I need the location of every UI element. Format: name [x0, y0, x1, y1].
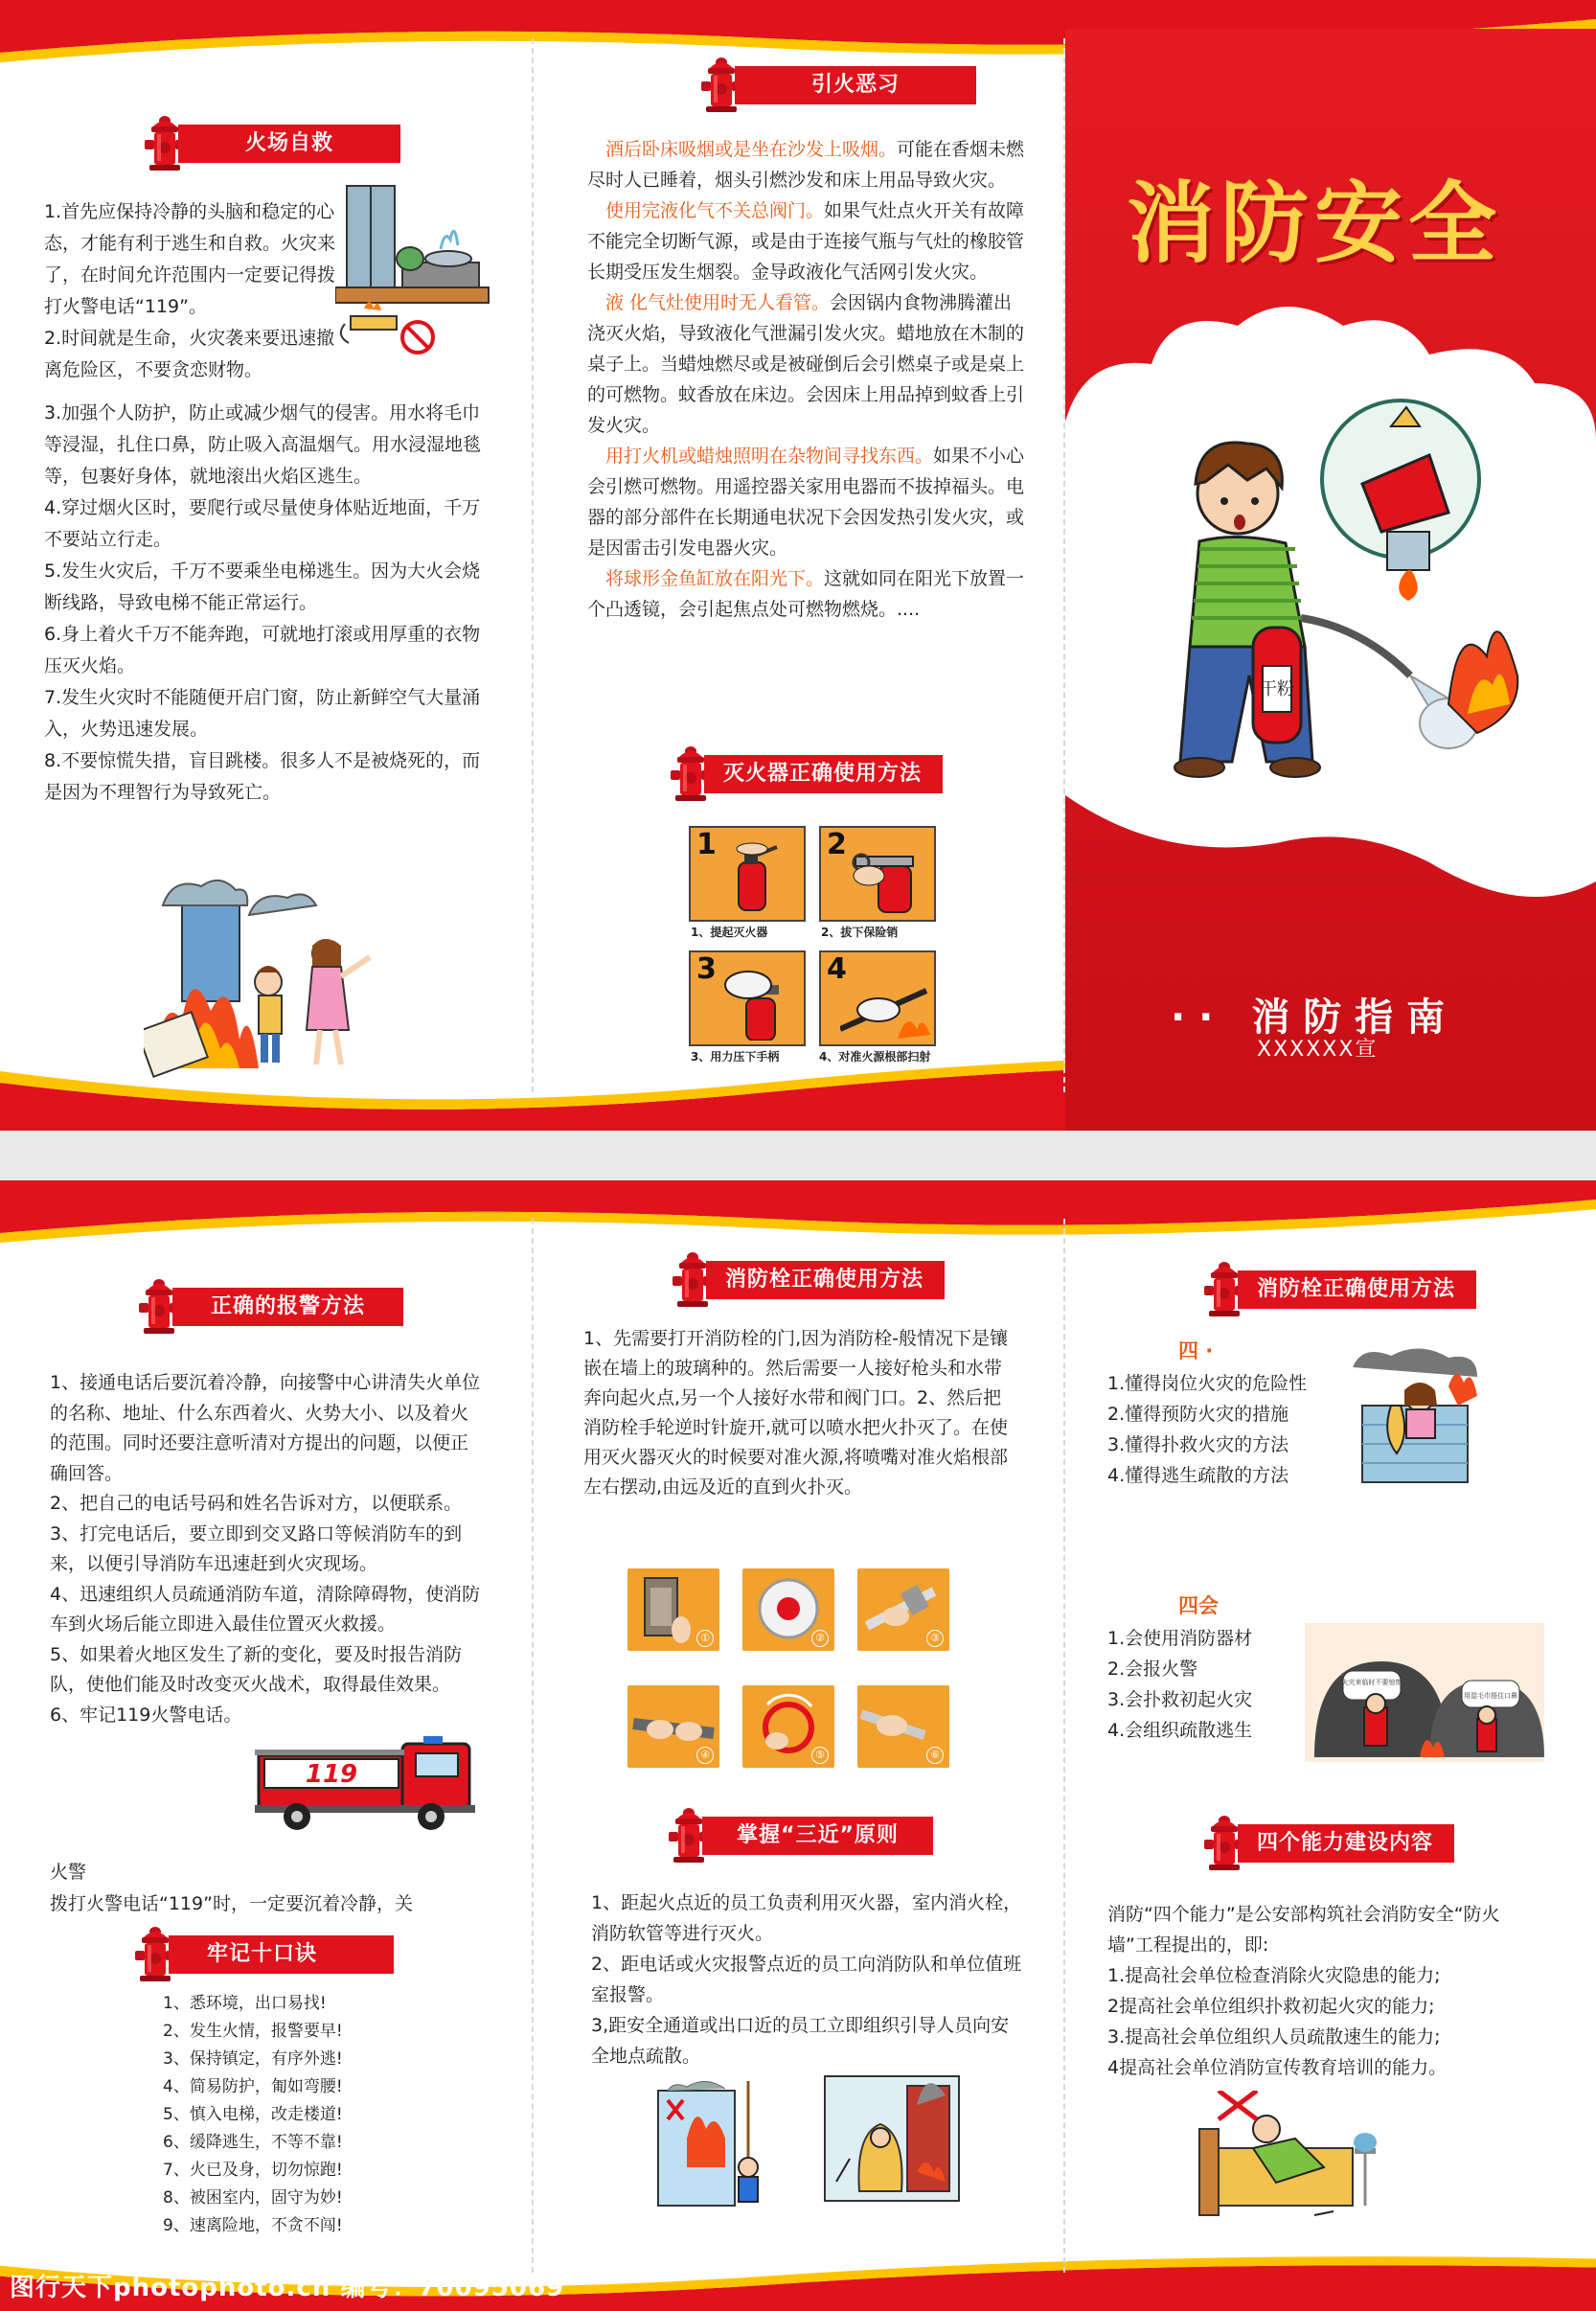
extinguisher-steps — [689, 826, 947, 1075]
paragraph: 8.不要惊慌失措，盲目跳楼。很多人不是被烧死的，而是因为不理智行为导致死亡。 — [44, 750, 481, 803]
person-smoking-in-bed-illustration — [1190, 2091, 1381, 2225]
speech-bubble-text: 火灾来临时不要惊慌 — [1341, 1679, 1402, 1686]
paragraph: 7.发生火灾时不能随便开启门窗，防止新鲜空气大量涌入，火势迅速发展。 — [44, 687, 481, 740]
boy-using-extinguisher-illustration — [1142, 388, 1525, 790]
panel-four-abilities — [1065, 1180, 1596, 2311]
text-block — [591, 1888, 1027, 2071]
section-title-text: 掌握“三近”原则 — [702, 1817, 933, 1855]
highlight: 液 化气灶使用时无人看管。 — [605, 292, 831, 313]
rope-escape-illustration — [649, 2081, 792, 2215]
section-title-hydrant-usage-2 — [1199, 1267, 1544, 1311]
watermark: 图行天下photophoto.cn 编号：70095069 — [10, 2274, 565, 2302]
step-panel — [819, 826, 936, 922]
hydrant-step-tile — [742, 1685, 834, 1768]
paragraph: 6.身上着火千万不能奔跑，可就地打滚或用厚重的衣物压灭火焰。 — [44, 624, 481, 676]
tile-number: ⑤ — [811, 1747, 829, 1764]
text-block — [44, 196, 346, 386]
paragraph-text: 可能在香烟未燃尽时人已睡着，烟头引燃沙发和床上用品导致火灾。 — [587, 139, 1025, 191]
section-title-hydrant-usage — [668, 1257, 1013, 1301]
section-title-self-rescue — [140, 121, 427, 165]
speech-bubble-text: 用湿毛巾捂住口鼻 — [1464, 1692, 1517, 1700]
brochure-inner-side — [0, 1180, 1596, 2311]
section-title-text: 正确的报警方法 — [172, 1288, 403, 1326]
paragraph-text: 会因锅内食物沸腾灌出浇灭火焰，导致液化气泄漏引发火灾。蜡地放在木制的桌子上。当蜡烛燃尽或是被碰倒后会引燃桌子或是桌上的可燃物。蚊香放在床边。会因床上用品掉到蚊香上引发火灾。 — [587, 292, 1025, 436]
section-title-bad-habits — [696, 62, 984, 106]
section-title-text: 消防栓正确使用方法 — [706, 1261, 945, 1299]
panel-alarm-method — [0, 1180, 532, 2311]
paragraph: 1、先需要打开消防栓的门,因为消防栓-般情况下是镶嵌在墙上的玻璃种的。然后需要一人接好枪头和水带奔向起火点,另一个人接好水带和阀门口。2、然后把消防栓手轮逆时针旋开,就可以喷水把火扑灭了。在使用灭火器灭火的时候要对准火源,将喷嘴对准火焰根部左右摆动,由远及近的直到火扑灭。 — [583, 1328, 1009, 1498]
paragraph: 3,距安全通道或出口近的员工立即组织引导人员向安全地点疏散。 — [591, 2015, 1010, 2067]
fire-truck-illustration — [255, 1736, 485, 1832]
step-panel — [819, 950, 936, 1046]
brochure-outer-side — [0, 0, 1596, 1131]
paragraph: 2、把自己的电话号码和姓名告诉对方，以便联系。 — [50, 1493, 463, 1514]
press-handle-icon — [714, 964, 790, 1041]
four-can-heading: 四会 — [1178, 1594, 1219, 1617]
step-panel — [689, 826, 806, 922]
paragraph — [587, 563, 1028, 625]
list-item: 1、悉环境，出口易找! — [163, 1994, 327, 2013]
hydrant-step-tile — [857, 1568, 949, 1651]
tile-number: ⑥ — [926, 1747, 944, 1764]
hydrant-step-tile — [627, 1568, 719, 1651]
paragraph — [587, 134, 1028, 195]
paragraph — [587, 441, 1028, 563]
list-item: 4.懂得逃生疏散的方法 — [1107, 1465, 1289, 1486]
list-item: 2.会报火警 — [1107, 1659, 1198, 1680]
panel-cover — [1065, 0, 1596, 1131]
paragraph: 2、距电话或火灾报警点近的员工向消防队和单位值班室报警。 — [591, 1954, 1022, 2005]
hydrant-step-tile — [742, 1568, 834, 1651]
cover-title: 消防安全 — [1127, 172, 1503, 275]
step-number: 3 — [696, 952, 717, 986]
four-know-list — [1107, 1368, 1357, 1491]
paragraph: 1、距起火点近的员工负责利用灭火器，室内消火栓，消防软管等进行灭火。 — [591, 1892, 1022, 1944]
paragraph-text: 如果不小心会引燃可燃物。用遥控器关家用电器而不拔掉福头。电器的部分部件在长期通电状况下会因发热引发火灾，或是因雷击引发电器火灾。 — [587, 446, 1025, 559]
paragraph — [587, 195, 1028, 287]
list-item: 3.提高社会单位组织人员疏散速生的能力; — [1107, 2026, 1441, 2048]
ten-rhymes-list — [163, 1990, 412, 2240]
text-block — [50, 1368, 481, 1730]
paragraph: 1.首先应保持冷静的头脑和稳定的心态，才能有利于逃生和自救。火灾来了，在时间允许范围内一定要记得拨打火警电话“119”。 — [44, 201, 336, 317]
list-item: 6、缓降逃生，不等不靠! — [163, 2133, 343, 2152]
list-item: 7、火已及身，切勿惊跑! — [163, 2161, 343, 2180]
text-block — [50, 1857, 490, 1920]
tile-number: ④ — [696, 1747, 714, 1764]
paragraph: 拨打火警电话“119”时，一定要沉着冷静，关 — [50, 1893, 413, 1914]
paragraph-text: 如果气灶点火开关有故障不能完全切断气源，或是由于连接气瓶与气灶的橡胶管长期受压发生烟裂。金导政液化气活网引发火灾。 — [587, 200, 1025, 283]
step-number: 2 — [827, 828, 847, 861]
section-title-extinguisher — [666, 751, 1011, 795]
section-title-ten-rhymes — [130, 1932, 418, 1976]
paragraph: 1、接通电话后要沉着冷静，向接警中心讲清失火单位的名称、地址、什么东西着火、火势大小、以及着火的范围。同时还要注意听清对方提出的问题，以便正确回答。 — [50, 1372, 481, 1484]
section-title-text: 四个能力建设内容 — [1238, 1824, 1454, 1863]
list-item: 2、发生火情，报警要早! — [163, 2022, 343, 2041]
list-item: 2提高社会单位组织扑救初起火灾的能力; — [1107, 1996, 1435, 2017]
hydrant-step-tile — [857, 1685, 949, 1768]
panel-hydrant-usage — [534, 1180, 1063, 2311]
paragraph: 4、迅速组织人员疏通消防车道，清除障碍物，使消防车到火场后能立即进入最佳位置灭火救援。 — [50, 1583, 481, 1635]
highlight: 用打火机或蜡烛照明在杂物间寻找东西。 — [605, 446, 934, 467]
highlight: 使用完液化气不关总阀门。 — [605, 200, 825, 221]
tile-number: ③ — [926, 1630, 944, 1647]
smoke-escape-illustration — [1305, 1623, 1544, 1762]
section-title-three-near — [664, 1813, 1009, 1857]
list-item: 9、速离险地，不贪不闯! — [163, 2216, 343, 2235]
list-item: 4提高社会单位消防宣传教育培训的能力。 — [1107, 2057, 1448, 2078]
paragraph: 消防“四个能力”是公安部构筑社会消防安全“防火墙”工程提出的，即: — [1107, 1904, 1500, 1956]
list-item: 3.懂得扑救火灾的方法 — [1107, 1434, 1289, 1455]
step-caption: 1、提起灭火器 — [691, 926, 768, 939]
step-panel — [689, 950, 806, 1046]
subtitle-text: 消 防 指 南 — [1251, 995, 1446, 1040]
paragraph: 4.穿过烟火区时，要爬行或尽量使身体贴近地面，千万不要站立行走。 — [44, 497, 481, 550]
list-item: 3、保持镇定，有序外逃! — [163, 2049, 343, 2069]
section-title-text: 牢记十口诀 — [169, 1935, 394, 1974]
step-caption: 2、拔下保险销 — [821, 926, 899, 939]
step-caption: 4、对准火源根部扫射 — [819, 1050, 931, 1064]
section-title-alarm — [134, 1284, 441, 1328]
step-number: 4 — [827, 952, 847, 986]
section-title-text: 消防栓正确使用方法 — [1238, 1270, 1476, 1309]
paragraph: 5.发生火灾后，千万不要乘坐电梯逃生。因为大火会烧断线路，导致电梯不能正常运行。 — [44, 561, 481, 613]
safety-pin-icon — [850, 837, 926, 914]
extinguisher-icon — [725, 841, 783, 914]
paragraph-text: 这就如同在阳光下放置一个凸透镜，会引起焦点处可燃物燃烧。.... — [587, 568, 1025, 620]
highlight: 酒后卧床吸烟或是坐在沙发上吸烟。 — [605, 139, 898, 160]
list-item: 4.会组织疏散逃生 — [1107, 1720, 1253, 1741]
wrapped-escape-illustration — [821, 2067, 965, 2210]
list-item: 4、简易防护，匍如弯腰! — [163, 2077, 343, 2096]
list-item: 1.提高社会单位检查消除火灾隐患的能力; — [1107, 1965, 1441, 1986]
paragraph: 3、打完电话后，要立即到交叉路口等候消防车的到来，以便引导消防车迅速赶到火灾现场。 — [50, 1522, 463, 1574]
paragraph: 3.加强个人防护，防止或减少烟气的侵害。用水将毛巾等浸湿，扎住口鼻，防止吸入高温烟气。用水浸湿地毯等，包裹好身体，就地滚出火焰区逃生。 — [44, 402, 482, 487]
list-item: 3.会扑救初起火灾 — [1107, 1689, 1253, 1710]
hydrant-step-tile — [627, 1685, 719, 1768]
text-block — [1107, 1899, 1539, 2083]
step-number: 1 — [696, 828, 717, 861]
section-title-four-abilities — [1199, 1820, 1525, 1865]
list-item: 1.懂得岗位火灾的危险性 — [1107, 1373, 1308, 1394]
list-item: 2.懂得预防火灾的措施 — [1107, 1404, 1289, 1425]
tile-number: ① — [696, 1630, 714, 1647]
text-block — [44, 398, 485, 809]
panel-bad-fire-habits — [534, 0, 1063, 1131]
cover-organization: XXXXXX宣 — [1257, 1038, 1379, 1062]
text-block — [583, 1324, 1019, 1502]
subtitle-dots: · · — [1171, 995, 1214, 1040]
kitchen-hazard-illustration — [335, 182, 498, 364]
truck-number: 119 — [305, 1760, 358, 1789]
paragraph — [587, 287, 1028, 441]
list-item: 5、慎入电梯，改走楼道! — [163, 2105, 343, 2124]
hydrant-steps-grid — [627, 1568, 953, 1770]
list-item: 8、被困室内，固守为妙! — [163, 2188, 343, 2208]
girl-at-window-fire-illustration — [1343, 1348, 1487, 1492]
panel-fire-self-rescue — [0, 0, 532, 1131]
aim-at-fire-icon — [840, 972, 930, 1039]
four-know-heading: 四 · — [1178, 1339, 1214, 1362]
tile-number: ② — [811, 1630, 829, 1647]
highlight: 将球形金鱼缸放在阳光下。 — [605, 568, 825, 589]
paragraph: 6、牢记119火警电话。 — [50, 1704, 242, 1726]
four-can-list — [1107, 1623, 1299, 1746]
text-block — [587, 134, 1028, 625]
paragraph: 火警 — [50, 1862, 87, 1883]
paragraph: 5、如果着火地区发生了新的变化，要及时报告消防队，使他们能及时改变灭火战术，取得最佳效果。 — [50, 1643, 463, 1695]
section-title-text: 火场自救 — [178, 125, 400, 163]
section-title-text: 引火恶习 — [735, 66, 976, 104]
section-title-text: 灭火器正确使用方法 — [704, 755, 943, 793]
paragraph: 2.时间就是生命，火灾袭来要迅速撤离危险区，不要贪恋财物。 — [44, 328, 335, 380]
list-item: 1.会使用消防器材 — [1107, 1628, 1253, 1649]
children-escaping-fire-illustration — [144, 877, 383, 1078]
step-caption: 3、用力压下手柄 — [691, 1050, 780, 1064]
extinguisher-label: 干粉 — [1260, 679, 1294, 699]
